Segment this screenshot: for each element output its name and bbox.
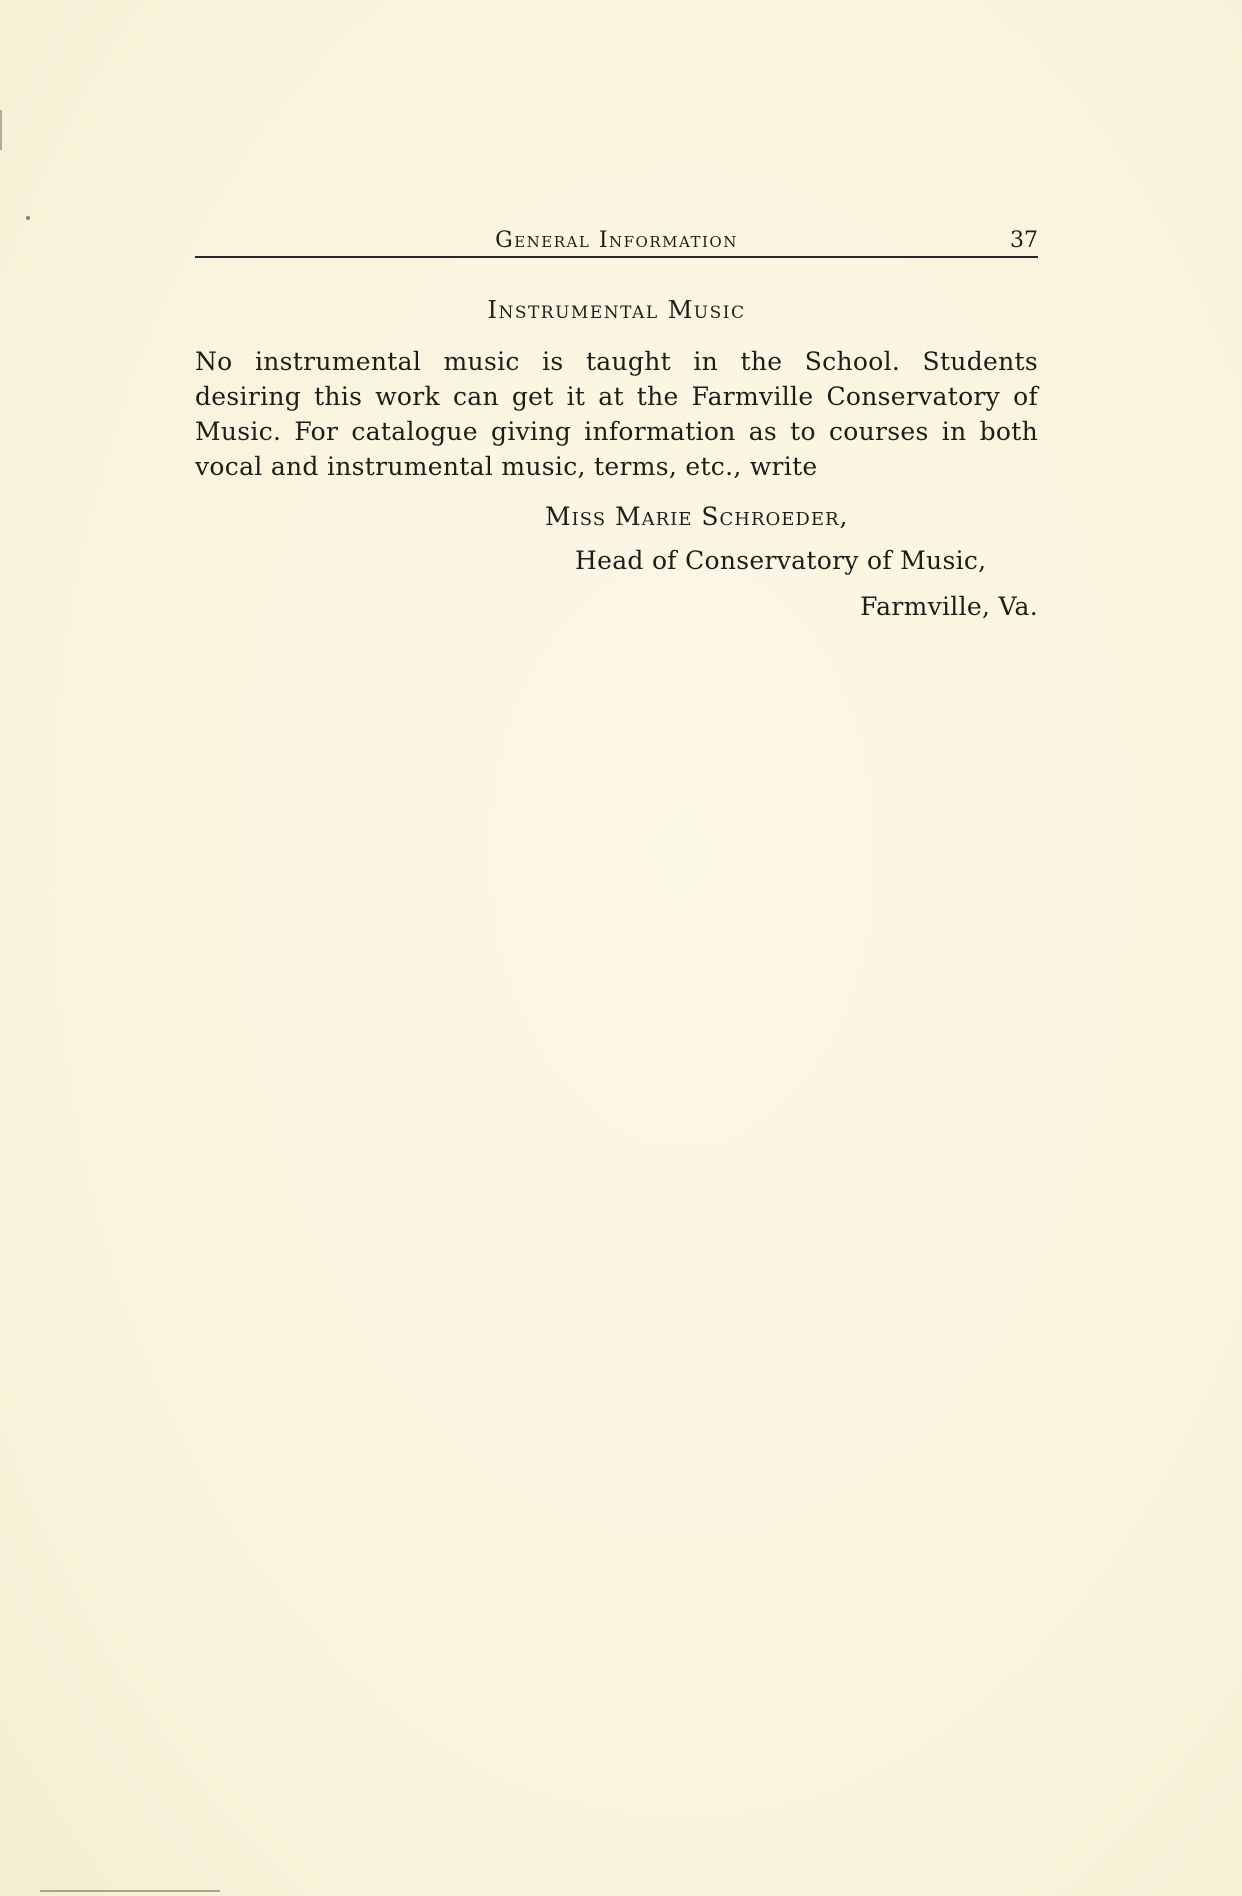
paragraph-line: Music. For catalogue giving information as to courses in both <box>195 417 1038 446</box>
paragraph-line: desiring this work can get it at the Farmville Conservatory of <box>195 382 1038 411</box>
signature-title: Head of Conservatory of Music, <box>575 546 987 575</box>
signature-name: Miss Marie Schroeder, <box>545 502 849 531</box>
scan-speck <box>26 216 30 220</box>
running-title: General Information <box>495 228 738 253</box>
running-head <box>195 226 1038 258</box>
paragraph-line: vocal and instrumental music, terms, etc., write <box>195 452 818 481</box>
scan-bottom-rule <box>40 1890 220 1892</box>
scan-edge-mark <box>0 110 2 150</box>
paragraph-line: No instrumental music is taught in the School. Students <box>195 347 1038 376</box>
signature-place: Farmville, Va. <box>860 592 1038 621</box>
body-paragraph <box>195 344 1038 484</box>
section-heading: Instrumental Music <box>487 296 746 324</box>
page-number: 37 <box>1010 228 1038 253</box>
